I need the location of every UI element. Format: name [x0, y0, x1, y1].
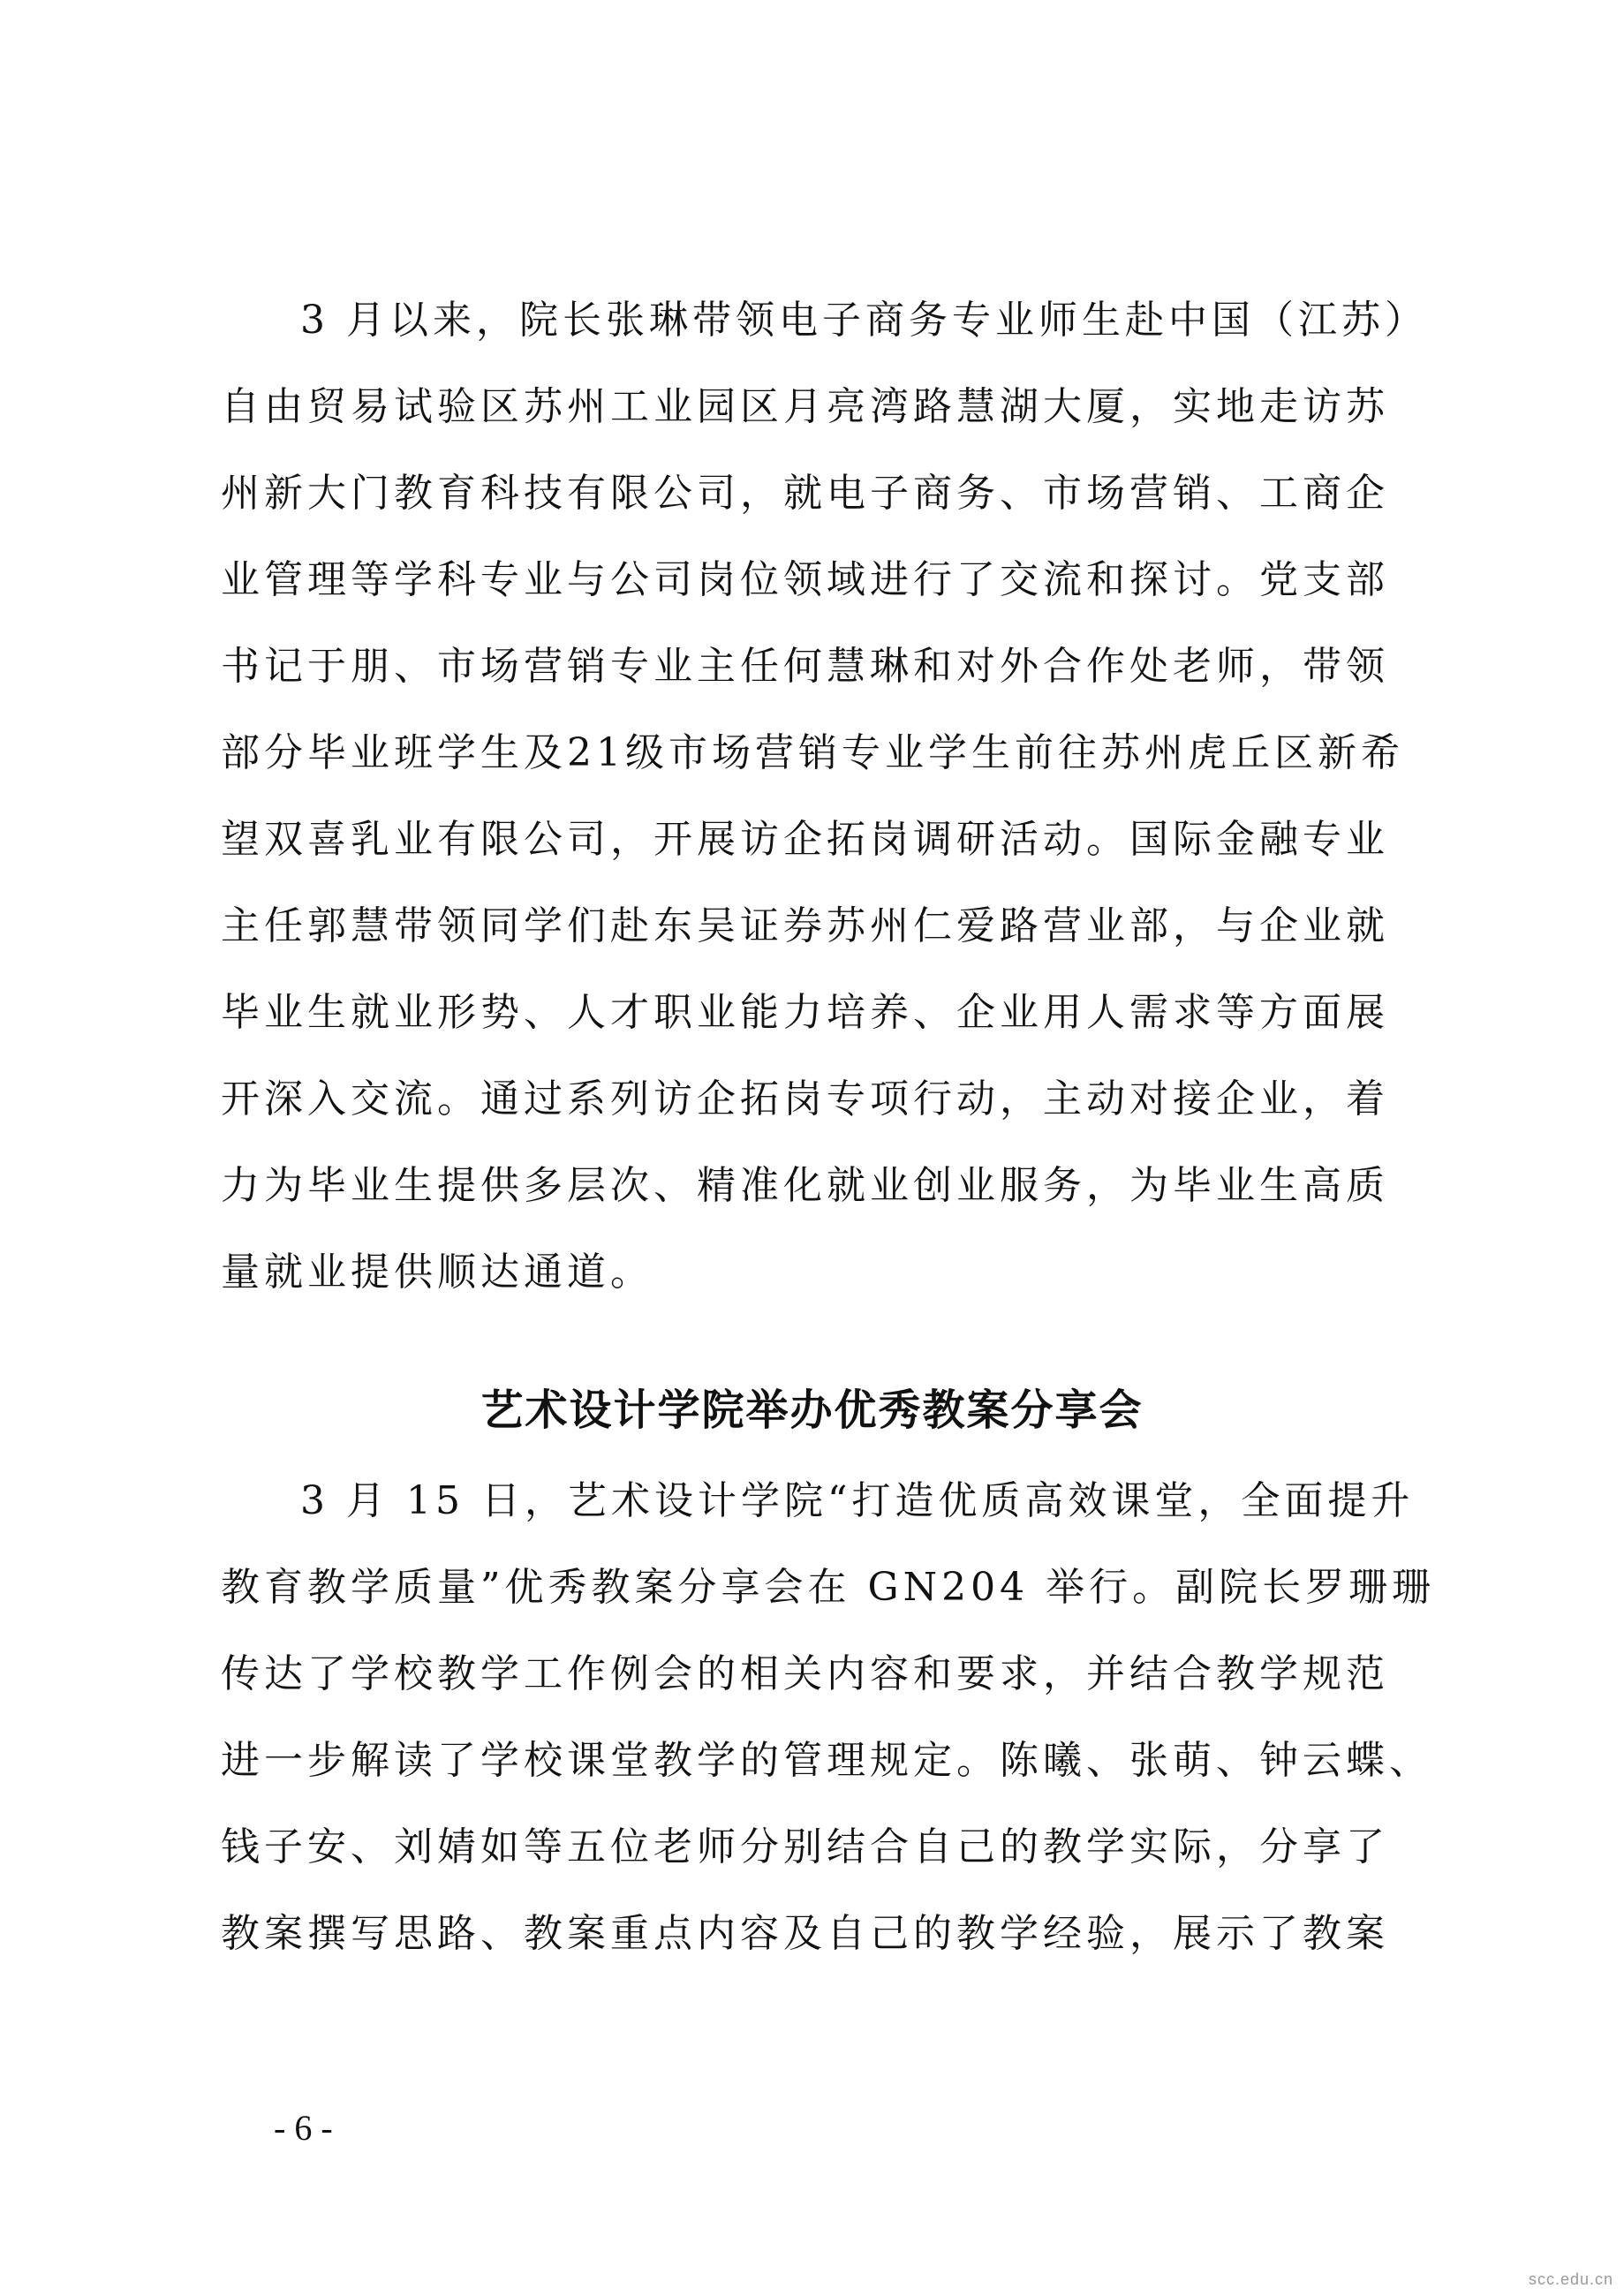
paragraph-line: 力为毕业生提供多层次、精准化就业创业服务，为毕业生高质 [221, 1163, 1389, 1208]
paragraph-line: 教育教学质量”优秀教案分享会在 GN204 举行。副院长罗珊珊 [221, 1565, 1436, 1610]
paragraph-line: 进一步解读了学校课堂教学的管理规定。陈曦、张萌、钟云蝶、 [221, 1738, 1432, 1783]
paragraph-line: 主任郭慧带领同学们赴东吴证券苏州仁爱路营业部，与企业就 [221, 903, 1389, 948]
paragraph-line: 教案撰写思路、教案重点内容及自己的教学经验，展示了教案 [221, 1911, 1389, 1956]
paragraph-line: 州新大门教育科技有限公司，就电子商务、市场营销、工商企 [221, 471, 1389, 516]
page-number: - 6 - [274, 2108, 333, 2148]
paragraph-line: 3 月以来，院长张琳带领电子商务专业师生赴中国（江苏） [300, 298, 1428, 343]
section-title: 艺术设计学院举办优秀教案分享会 [480, 1386, 1144, 1435]
paragraph-line: 开深入交流。通过系列访企拓岗专项行动，主动对接企业，着 [221, 1076, 1389, 1122]
paragraph-line: 望双喜乳业有限公司，开展访企拓岗调研活动。国际金融专业 [221, 817, 1389, 862]
paragraph-line: 业管理等学科专业与公司岗位领域进行了交流和探讨。党支部 [221, 557, 1389, 602]
paragraph-line: 毕业生就业形势、人才职业能力培养、企业用人需求等方面展 [221, 990, 1389, 1035]
paragraph-line: 自由贸易试验区苏州工业园区月亮湾路慧湖大厦，实地走访苏 [221, 384, 1389, 429]
paragraph-line: 量就业提供顺达通道。 [221, 1250, 653, 1295]
paragraph-line: 部分毕业班学生及21级市场营销专业学生前往苏州虎丘区新希 [221, 730, 1404, 775]
watermark: scc.edu.cn [1528, 2270, 1613, 2288]
paragraph-line: 传达了学校教学工作例会的相关内容和要求，并结合教学规范 [221, 1651, 1389, 1696]
paragraph-line: 书记于朋、市场营销专业主任何慧琳和对外合作处老师，带领 [221, 644, 1389, 689]
paragraph-line: 钱子安、刘婧如等五位老师分别结合自己的教学实际，分享了 [221, 1824, 1389, 1869]
paragraph-line: 3 月 15 日，艺术设计学院“打造优质高效课堂，全面提升 [300, 1478, 1415, 1523]
